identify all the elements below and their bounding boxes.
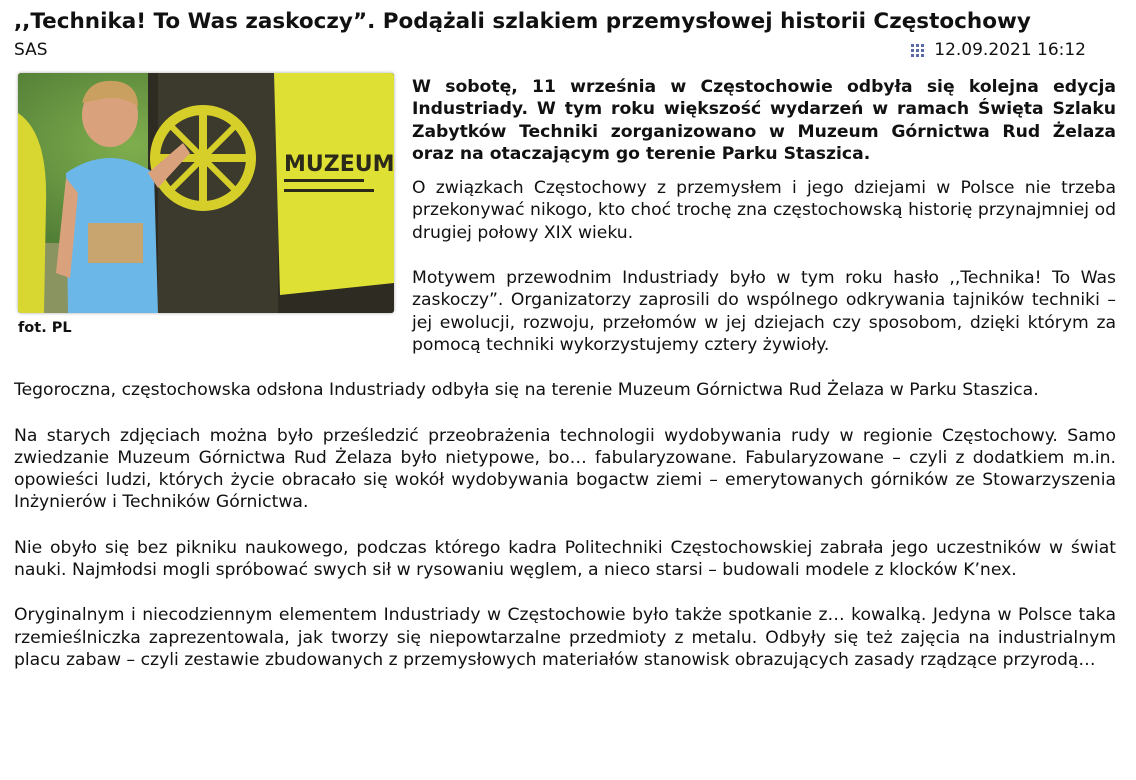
calendar-grid-icon	[911, 44, 924, 57]
article-paragraph: Na starych zdjęciach można było prześledzić przeobrażenia technologii wydobywania rudy w regionie Częstochowy. Samo zwiedzanie Muzeum Górnictwa Rud Żelaza było nietypowe, bo… fabularyzowane. Fabularyzowane – czyli z dodatkiem m.in. opowieści ludzi, których życie obracało się wokół wydobywania bogactw ziemi – emerytowanych górników ze Stowarzyszenia Inżynierów i Techników Górnictwa.	[14, 425, 1116, 513]
article-lead: W sobotę, 11 września w Częstochowie odbyła się kolejna edycja Industriady. W tym roku większość wydarzeń w ramach Święta Szlaku Zabytków Techniki zorganizowano w Muzeum Górnictwa Rud Żelaza oraz na otaczającym go terenie Parku Staszica.	[412, 77, 1116, 164]
article-figure	[18, 73, 398, 337]
article-paragraph: Nie obyło się bez pikniku naukowego, podczas którego kadra Politechniki Częstochowskiej zabrała jego uczestników w świat nauki. Najmłodsi mogli spróbować swych sił w rysowaniu węglem, a nieco starsi – budowali modele z klocków K’nex.	[14, 537, 1116, 581]
date-text: 12.09.2021 16:12	[934, 40, 1086, 60]
photo-illustration	[18, 73, 394, 313]
article-author: SAS	[14, 40, 48, 60]
article-paragraph: Tegoroczna, częstochowska odsłona Industriady odbyła się na terenie Muzeum Górnictwa Rud Żelaza w Parku Staszica.	[14, 380, 1039, 401]
article-body	[14, 76, 1116, 694]
article-paragraph: O związkach Częstochowy z przemysłem i jego dziejami w Polsce nie trzeba przekonywać nikogo, kto choć trochę zna częstochowską historię przynajmniej od drugiej połowy XIX wieku.	[412, 178, 1116, 243]
photo-caption: fot. PL	[18, 320, 72, 336]
article-title: ,,Technika! To Was zaskoczy”. Podążali szlakiem przemysłowej historii Częstochowy	[14, 9, 1031, 34]
photo-sign-text: MUZEUM	[284, 152, 394, 177]
article-paragraph: Motywem przewodnim Industriady było w tym roku hasło ,,Technika! To Was zaskoczy”. Organizatorzy zaprosili do wspólnego odkrywania tajników techniki – jej ewolucji, rozwoju, przełomów w jej dziejach czy sposobom, dzięki którym za pomocą techniki wykorzystujemy cztery żywioły.	[412, 268, 1116, 355]
article-photo[interactable]	[18, 73, 394, 313]
article-paragraph: Oryginalnym i niecodziennym elementem Industriady w Częstochowie było także spotkanie z… kowalką. Jedyna w Polsce taka rzemieślniczka zaprezentowala, jak tworzy się niepowtarzalne przedmioty z metalu. Odbyły się też zajęcia na industrialnym placu zabaw – czyli zestawie zbudowanych z przemysłowych materiałów stanowisk obrazujących zasady rządzące przyrodą…	[14, 605, 1116, 670]
article-date	[911, 40, 1086, 60]
